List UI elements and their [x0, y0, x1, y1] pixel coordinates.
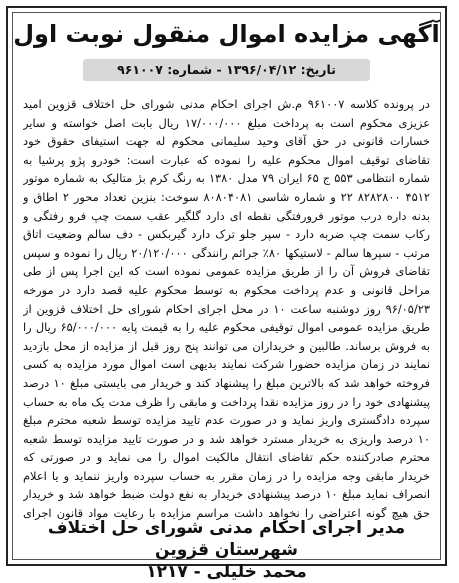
auction-notice: [6, 6, 447, 582]
date-label: تاریخ: ۱۳۹۶/۰۴/۱۲ - شماره: ۹۶۱۰۰۷: [117, 62, 336, 77]
date-and-number: [83, 59, 370, 81]
signature-block: [21, 517, 432, 583]
signature-name: محمد خلیلی - ۱۲۱۷: [146, 562, 307, 582]
signature-title: مدیر اجرای احکام مدنی شورای حل اختلاف شهرستان قزوین: [47, 518, 406, 560]
notice-title: آگهی مزایده اموال منقول نوبت اول: [13, 20, 440, 48]
notice-frame: [12, 12, 441, 582]
notice-body: در پرونده کلاسه ۹۶۱۰۰۷ م.ش اجرای احکام مدنی شورای حل اختلاف قزوین امید عزیزی محکوم است به پرداخت مبلغ ۱۷/۰۰۰/۰۰۰ ریال بابت اصل خواسته و سایر خسارات قانونی در حق آقای وحید سلیمانی محکوم له جهت استیفای حقوق خود تقاضای توقیف اموال محکوم علیه را نموده که عبارت است: خودرو پژو پرشیا به شماره انتظامی ۵۵۳ ج ۶۵ ایران ۷۹ مدل ۱۳۸۰ به رنگ کرم بژ متالیک به شماره موتور ۴۵۱۲ ۸۲۸۲۸۰۰ ۲۲ و شماره شاسی ۸۰۸۰۴۰۸۱ سوخت: بنزین تعداد محور ۲ اطاق و بدنه داره درب موتور فرورفتگی نقطه ای دارد گلگیر عقب سمت چپ فرو رفتگی و رکاب سمت چپ ضربه دارد - سپر جلو ترک دارد گیربکس - دف سالم وضعیت اتاق مرتب - سپرها سالم - لاستیکها ۸۰٪ جرائم رانندگی ۲۰/۱۲۰/۰۰۰ ریال را نموده و سپس تقاضای فروش آن را از طریق مزایده عمومی نموده است که این اجرا پس از طی مراحل قانونی و عدم پرداخت محکوم به توسط محکوم علیه قصد دارد در مورخه ۹۶/۰۵/۲۳ روز دوشنبه ساعت ۱۰ در محل اجرای احکام شورای حل اختلاف قزوین از طریق مزایده عمومی اموال توقیفی محکوم علیه را به قیمت پایه ۶۵/۰۰۰/۰۰۰ ریال را به فروش برساند. طالبین و خریداران می توانند پنج روز قبل از مزایده از محل بازدید نمایند در زمان مزایده حضورا شرکت نمایند بدیهی است اموال مورد مزایده به کسی فروخته خواهد شد که بالاترین مبلغ را پیشنهاد کند و خریدار می بایستی مبلغ ۱۰ درصد پیشنهادی خود را در روز مزایده نقدا پرداخت و مابقی را ظرف مدت یک ماه به حساب سپرده دادگستری واریز نماید و در صورت عدم تایید مزایده توسط شعبه محترم مبلغ ۱۰ درصد واریزی به خریدار مسترد خواهد شد و در صورت تایید مزایده توسط شعبه محترم صادرکننده حکم تقاضای انتقال مالکیت اموال را می نماید و در صورتی که خریدار مابقی وجه مزایده را در زمان مقرر به حساب سپرده واریز ننماید و یا اعلام انصراف نماید مبلغ ۱۰ درصد پیشنهادی خریدار به نفع دولت ضبط خواهد شد و خریدار حق هیچ گونه اعتراضی را نخواهد داشت مراسم مزایده با رعایت مواد قانون اجرای: [23, 97, 430, 521]
